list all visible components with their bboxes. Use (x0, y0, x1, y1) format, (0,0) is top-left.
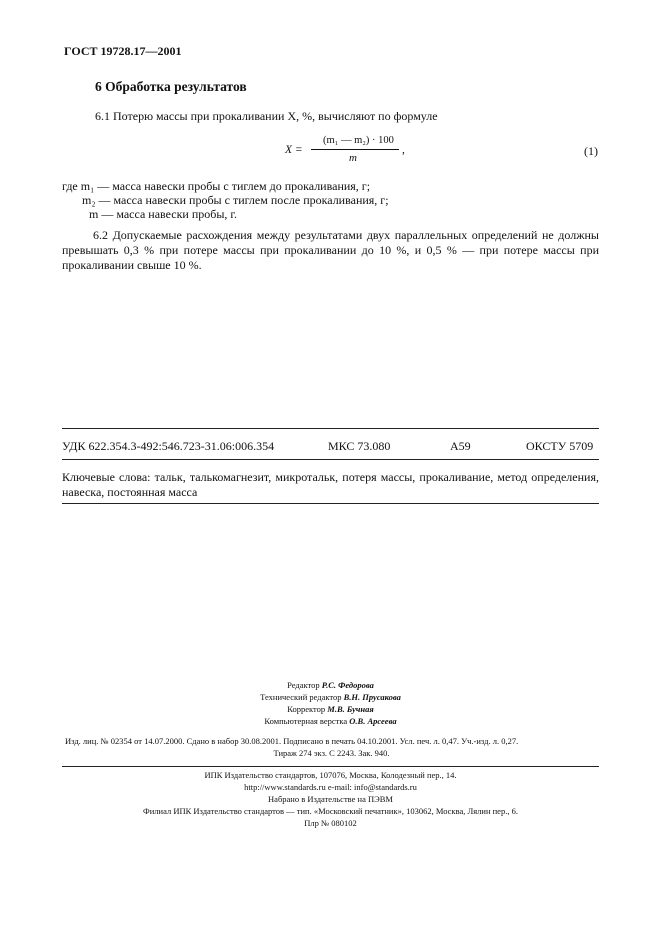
credit-editor: Редактор Р.С. Федорова (287, 680, 374, 690)
paragraph-6-2: 6.2 Допускаемые расхождения между результатами двух параллельных определений не должны превышать 0,3 % при потере массы при прокаливании до 10 %, и 0,5 % — при потере массы при прокаливании свыше 10 %. (62, 228, 599, 272)
imprint-block (0, 769, 661, 829)
group-code: А59 (450, 439, 471, 453)
publication-info (65, 735, 598, 759)
keywords: Ключевые слова: тальк, талькомагнезит, микротальк, потеря массы, прокаливание, метод определения, навеска, постоянная масса (62, 470, 599, 499)
where-line-2: m₂ — масса навески пробы с тиглем после прокаливания, г; (82, 193, 389, 207)
credit-tech-editor: Технический редактор В.Н. Прусакова (260, 692, 401, 702)
section-title: 6 Обработка результатов (95, 79, 247, 94)
imprint-line-2: http://www.standards.ru e-mail: info@standards.ru (244, 782, 417, 792)
publication-line-1: Изд. лиц. № 02354 от 14.07.2000. Сдано в набор 30.08.2001. Подписано в печать 04.10.2001. Усл. печ. л. 0,47. Уч.-изд. л. 0,27. (65, 736, 519, 746)
imprint-line-4: Филиал ИПК Издательство стандартов — тип. «Московский печатник», 103062, Москва, Лялин пер., 6. (143, 806, 518, 816)
udc-code: УДК 622.354.3-492:546.723-31.06:006.354 (62, 439, 275, 453)
formula-numerator: (m₁ — m₂) · 100 (323, 135, 394, 146)
document-header: ГОСТ 19728.17—2001 (64, 44, 182, 58)
credit-corrector: Корректор М.В. Бучная (287, 704, 374, 714)
mks-code: МКС 73.080 (328, 439, 391, 453)
imprint-line-1: ИПК Издательство стандартов, 107076, Москва, Колодезный пер., 14. (204, 770, 457, 780)
credit-layout: Компьютерная верстка О.В. Арсеева (264, 716, 397, 726)
formula-lhs: X = (285, 144, 303, 156)
okstu-code: ОКСТУ 5709 (526, 439, 594, 453)
formula-comma: , (402, 144, 405, 156)
where-line-1: где m₁ — масса навески пробы с тиглем до прокаливания, г; (62, 179, 371, 193)
divider-imprint (62, 766, 599, 767)
credits-block (0, 679, 661, 727)
paragraph-6-1: 6.1 Потерю массы при прокаливании X, %, вычисляют по формуле (95, 109, 438, 123)
divider-top (62, 428, 599, 429)
formula-denominator: m (349, 152, 357, 164)
imprint-line-5: Плр № 080102 (304, 818, 357, 828)
imprint-line-3: Набрано в Издательстве на ПЭВМ (268, 794, 393, 804)
equation-number: (1) (584, 144, 598, 158)
divider-bottom (62, 503, 599, 504)
divider-middle (62, 459, 599, 460)
where-line-3: m — масса навески пробы, г. (89, 207, 238, 221)
fraction-bar (311, 149, 399, 150)
publication-line-2: Тираж 274 экз. С 2243. Зак. 940. (273, 748, 390, 758)
